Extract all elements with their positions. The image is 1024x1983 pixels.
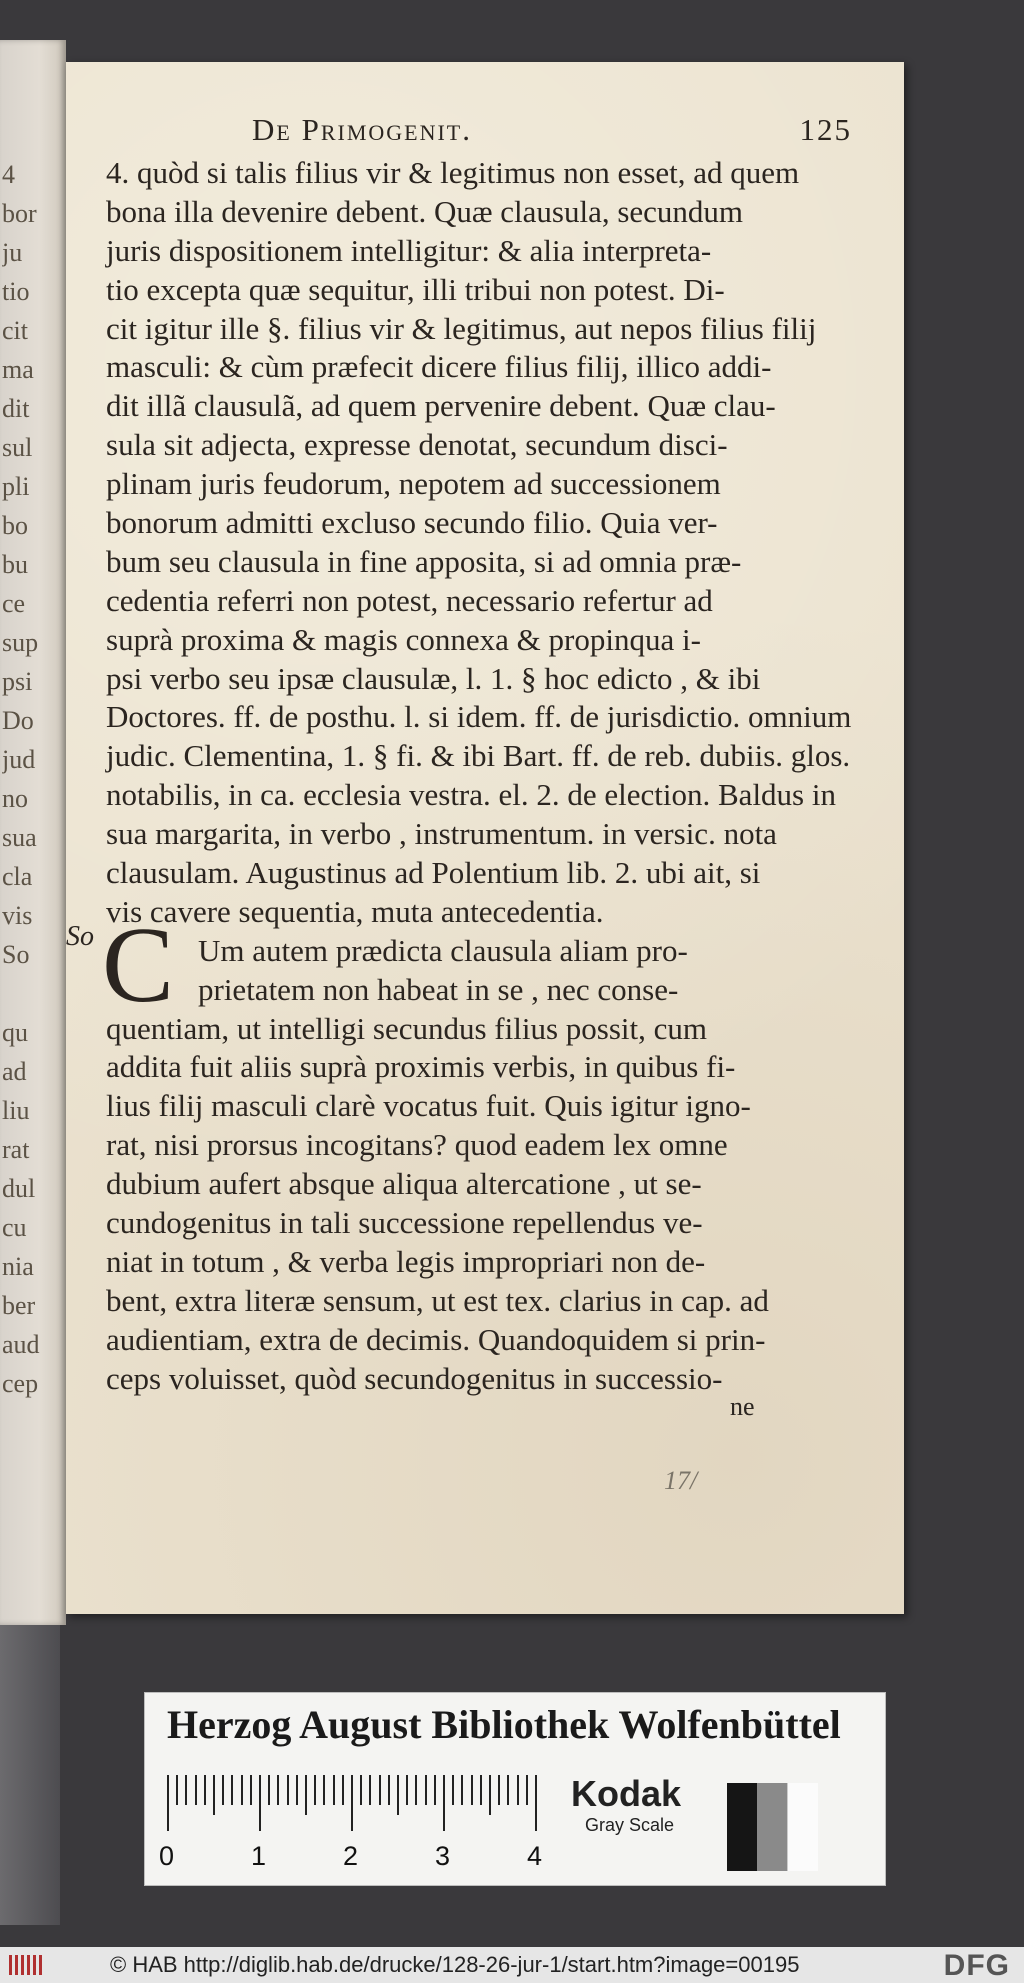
text-line: juris dispositionem intelligitur: & alia interpreta-	[106, 232, 712, 268]
book-page	[66, 62, 904, 1614]
ruler-tick	[461, 1775, 463, 1805]
adjacent-page-edge	[0, 40, 66, 1625]
text-line: dubium aufert absque aliqua altercatione , ut se-	[106, 1166, 702, 1202]
ruler-tick	[498, 1775, 500, 1805]
text-line: cundogenitus in tali successione repellendus ve-	[106, 1205, 703, 1241]
ruler-tick	[268, 1775, 270, 1805]
ruler-tick	[222, 1775, 224, 1805]
ruler-tick	[176, 1775, 178, 1805]
adjacent-page-fragment: ce	[2, 589, 26, 618]
ruler-tick	[195, 1775, 197, 1805]
adjacent-page-fragment: psi	[2, 667, 33, 696]
ruler-tick	[434, 1775, 436, 1805]
left-background	[0, 1625, 60, 1925]
ruler-tick	[489, 1775, 491, 1815]
ruler-tick	[388, 1775, 390, 1805]
text-line: rat, nisi prorsus incogitans? quod eadem lex omne	[106, 1127, 728, 1163]
ruler-number: 2	[343, 1841, 359, 1871]
ruler-tick	[443, 1775, 445, 1831]
margin-note: So	[66, 921, 94, 952]
ruler-tick	[360, 1775, 362, 1805]
swatch-white	[787, 1783, 818, 1871]
ruler-tick	[526, 1775, 528, 1805]
ruler-tick	[250, 1775, 252, 1805]
ruler-tick	[167, 1775, 169, 1831]
text-line: tio excepta quæ sequitur, illi tribui non potest. Di-	[106, 271, 725, 307]
text-line: lius filij masculi clarè vocatus fuit. Quis igitur igno-	[106, 1088, 751, 1124]
adjacent-page-fragment: qu	[2, 1018, 28, 1047]
ruler-tick	[415, 1775, 417, 1805]
text-line: suprà proxima & magis connexa & propinqua i-	[106, 621, 701, 657]
ruler-number: 3	[435, 1841, 451, 1871]
adjacent-page-fragment: bo	[2, 511, 28, 540]
ruler-tick	[480, 1775, 482, 1805]
text-line: vis cavere sequentia, muta antecedentia.	[106, 893, 604, 929]
gray-scale-label: Gray Scale	[585, 1815, 675, 1835]
ruler-tick	[323, 1775, 325, 1805]
adjacent-page-fragment: vis	[2, 901, 33, 930]
ruler-tick	[185, 1775, 187, 1805]
ruler-number: 4	[527, 1841, 543, 1871]
body-text	[106, 154, 852, 1399]
swatch-gray	[757, 1783, 787, 1871]
adjacent-page-fragment: ju	[2, 238, 23, 267]
text-line: psi verbo seu ipsæ clausulæ, l. 1. § hoc edicto , & ibi	[106, 660, 761, 696]
text-line: audientiam, extra de decimis. Quandoquidem si prin-	[106, 1321, 766, 1357]
adjacent-page-fragment: nia	[2, 1252, 34, 1281]
color-calibration-bar	[144, 1692, 886, 1886]
ruler-tick	[406, 1775, 408, 1805]
adjacent-page-fragment: ad	[2, 1057, 27, 1086]
text-line: clausulam. Augustinus ad Polentium lib. 2. ubi ait, si	[106, 855, 761, 891]
ruler-tick	[535, 1775, 537, 1831]
ruler-tick	[425, 1775, 427, 1805]
text-line: ceps voluisset, quòd secundogenitus in successio-	[106, 1360, 723, 1396]
adjacent-page-fragment: dul	[2, 1174, 36, 1203]
text-line: 4. quòd si talis filius vir & legitimus non esset, ad quem	[106, 155, 800, 190]
text-line: sula sit adjecta, expresse denotat, secundum disci-	[106, 427, 728, 463]
adjacent-page-fragment: liu	[2, 1096, 30, 1125]
adjacent-page-fragment: sup	[2, 628, 39, 657]
adjacent-page-fragment: Do	[2, 706, 34, 735]
ruler-tick	[351, 1775, 353, 1831]
adjacent-page-fragment: cep	[2, 1369, 39, 1398]
kodak-brand: Kodak	[571, 1773, 682, 1814]
text-line: cit igitur ille §. filius vir & legitimus, aut nepos filius filij	[106, 310, 817, 346]
text-line: niat in totum , & verba legis impropriari non de-	[106, 1243, 706, 1279]
text-line: Doctores. ff. de posthu. l. si idem. ff. de jurisdictio. omnium	[106, 699, 852, 735]
adjacent-page-fragment: bu	[2, 550, 28, 579]
ruler-number: 0	[159, 1841, 175, 1871]
adjacent-page-fragment: tio	[2, 277, 30, 306]
running-header	[252, 112, 852, 152]
text-line: prietatem non habeat in se , nec conse-	[198, 971, 679, 1007]
ruler-tick	[296, 1775, 298, 1805]
adjacent-page-fragment: ber	[2, 1291, 36, 1320]
text-line: notabilis, in ca. ecclesia vestra. el. 2. de election. Baldus in	[106, 777, 836, 813]
ruler-tick	[204, 1775, 206, 1805]
catchword: ne	[730, 1392, 755, 1421]
ruler-tick	[314, 1775, 316, 1805]
adjacent-page-fragment: jud	[2, 745, 36, 774]
ruler-tick	[379, 1775, 381, 1805]
dfg-logo: DFG	[943, 1949, 1010, 1982]
adjacent-page-fragment: ma	[2, 355, 34, 384]
adjacent-page-fragment: sua	[2, 823, 37, 852]
ruler-tick	[452, 1775, 454, 1805]
text-line: bum seu clausula in fine apposita, si ad omnia præ-	[106, 543, 742, 579]
ruler-tick	[333, 1775, 335, 1805]
drop-cap: C	[102, 906, 175, 1025]
adjacent-page-fragment: rat	[2, 1135, 30, 1164]
text-line: bonorum admitti excluso secundo filio. Quia ver-	[106, 505, 718, 541]
adjacent-page-fragment: dit	[2, 394, 30, 423]
text-line: judic. Clementina, 1. § fi. & ibi Bart. ff. de reb. dubiis. glos.	[106, 738, 851, 774]
scale-ruler	[159, 1775, 587, 1871]
viewer-footer	[0, 1947, 1024, 1983]
page-number: 125	[799, 112, 852, 147]
adjacent-page-fragment: cu	[2, 1213, 27, 1242]
ruler-tick	[397, 1775, 399, 1815]
ruler-tick	[259, 1775, 261, 1831]
ruler-tick	[305, 1775, 307, 1815]
ruler-tick	[231, 1775, 233, 1805]
header-title: De Primogenit.	[252, 112, 472, 147]
ruler-tick	[369, 1775, 371, 1805]
ruler-tick	[213, 1775, 215, 1815]
adjacent-page-fragment: cla	[2, 862, 33, 891]
ruler-tick	[507, 1775, 509, 1805]
adjacent-page-fragment: cit	[2, 316, 28, 345]
ruler-tick	[287, 1775, 289, 1805]
ruler-tick	[277, 1775, 279, 1805]
adjacent-page-fragment: sul	[2, 433, 33, 462]
adjacent-page-fragment: So	[2, 940, 30, 969]
text-line: cedentia referri non potest, necessario refertur ad	[106, 582, 713, 618]
text-line: sua margarita, in verbo , instrumentum. in versic. nota	[106, 816, 777, 852]
text-line: dit illã clausulã, ad quem pervenire debent. Quæ clau-	[106, 388, 776, 424]
ruler-number: 1	[251, 1841, 267, 1871]
text-line: quentiam, ut intelligi secundus filius possit, cum	[106, 1010, 708, 1046]
adjacent-page-fragment: no	[2, 784, 28, 813]
pencil-note: 17/	[664, 1466, 698, 1495]
ruler-tick	[471, 1775, 473, 1805]
text-line: Um autem prædicta clausula aliam pro-	[198, 932, 688, 968]
adjacent-page-fragment: aud	[2, 1330, 40, 1359]
institution-name: Herzog August Bibliothek Wolfenbüttel	[167, 1702, 841, 1747]
ruler-tick	[241, 1775, 243, 1805]
adjacent-page-fragment: bor	[2, 199, 37, 228]
adjacent-page-fragment: pli	[2, 472, 30, 501]
swatch-black	[727, 1783, 757, 1871]
hab-logo-icon	[8, 1953, 48, 1977]
ruler-tick	[517, 1775, 519, 1805]
text-line: plinam juris feudorum, nepotem ad successionem	[106, 466, 721, 502]
text-line: bona illa devenire debent. Quæ clausula, secundum	[106, 193, 744, 229]
source-link[interactable]: © HAB http://diglib.hab.de/drucke/128-26-jur-1/start.htm?image=00195	[110, 1952, 800, 1977]
text-line: addita fuit aliis suprà proximis verbis, in quibus fi-	[106, 1049, 736, 1085]
ruler-tick	[342, 1775, 344, 1805]
text-line: masculi: & cùm præfecit dicere filius filij, illico addi-	[106, 349, 772, 385]
adjacent-page-fragment: 4	[2, 160, 15, 189]
text-line: bent, extra literæ sensum, ut est tex. clarius in cap. ad	[106, 1282, 769, 1318]
